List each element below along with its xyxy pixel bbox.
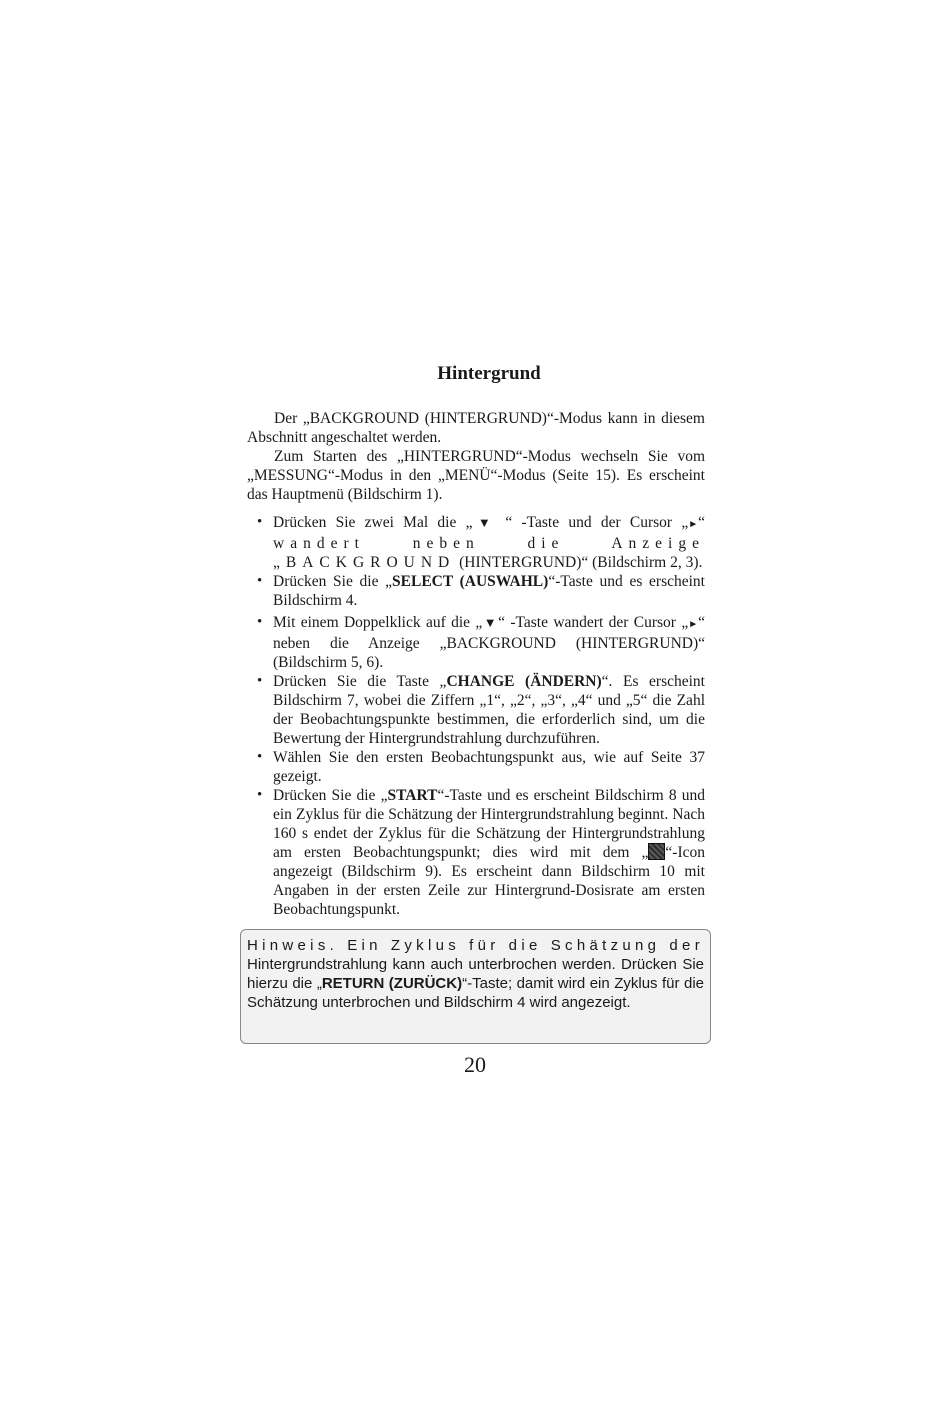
- page-number: 20: [464, 1052, 486, 1077]
- down-arrow-icon: ▼: [472, 515, 497, 530]
- instruction-list: [247, 513, 705, 919]
- intro-paragraph-2: Zum Starten des „HINTERGRUND“-Modus wechseln Sie vom „MESSUNG“-Modus in den „MENÜ“-Modus (Seite 15). Es erscheint das Hauptmenü (Bildschirm 1).: [247, 448, 705, 503]
- note-box: Hinweis. Ein Zyklus für die Schätzung der Hintergrundstrahlung kann auch unterbrochen werden. Drücken Sie hierzu die „RETURN (ZURÜCK)“-Taste; damit wird ein Zyklus für die Schätzung unterbrochen und Bildschirm 4 wird angezeigt.: [240, 929, 711, 1044]
- intro-paragraph-1: Der „BACKGROUND (HINTERGRUND)“-Modus kann in diesem Abschnitt angeschaltet werden.: [247, 410, 705, 446]
- cursor-arrow-icon: ►: [688, 619, 699, 630]
- list-item: • Mit einem Doppelklick auf die „▼“ -Taste wandert der Cursor „►“ neben die Anzeige „BACKGROUND (HINTERGRUND)“ (Bildschirm 5, 6).: [247, 613, 705, 672]
- page-title: Hintergrund: [437, 363, 541, 384]
- list-item: • Drücken Sie die „START“-Taste und es erscheint Bildschirm 8 und ein Zyklus für die Schätzung der Hintergrundstrahlung beginnt. Nach 160 s endet der Zyklus für die Schätzung der Hintergrundstrahlung am ersten Beobachtungspunkt; dies wird mit dem „ “-Icon angezeigt (Bildschirm 9). Es erscheint dann Bildschirm 10 mit Angaben in der ersten Zeile zur Hintergrund-Dosisrate am ersten Beobachtungspunkt.: [247, 786, 705, 919]
- list-item: • Wählen Sie den ersten Beobachtungspunkt aus, wie auf Seite 37 gezeigt.: [247, 748, 705, 786]
- note-heading: Hinweis. Ein Zyklus für die Schätzung der: [247, 937, 704, 954]
- list-item: • Drücken Sie zwei Mal die „▼ “ -Taste und der Cursor „►“ wandert neben die Anzeige „BACKGROUND (HINTERGRUND)“ (Bildschirm 2, 3).: [247, 513, 705, 572]
- list-item: • Drücken Sie die „SELECT (AUSWAHL)“-Taste und es erscheint Bildschirm 4.: [247, 572, 705, 610]
- cursor-arrow-icon: ►: [688, 519, 699, 530]
- background-cycle-icon: [648, 843, 665, 860]
- main-content: [247, 409, 705, 919]
- down-arrow-icon: ▼: [482, 615, 499, 630]
- list-item: • Drücken Sie die Taste „CHANGE (ÄNDERN)“. Es erscheint Bildschirm 7, wobei die Ziffern „1“, „2“, „3“, „4“ und „5“ die Zahl der Beobachtungspunkte bestimmen, die erforderlich sind, um die Bewertung der Hintergrundstrahlung durchzuführen.: [247, 672, 705, 748]
